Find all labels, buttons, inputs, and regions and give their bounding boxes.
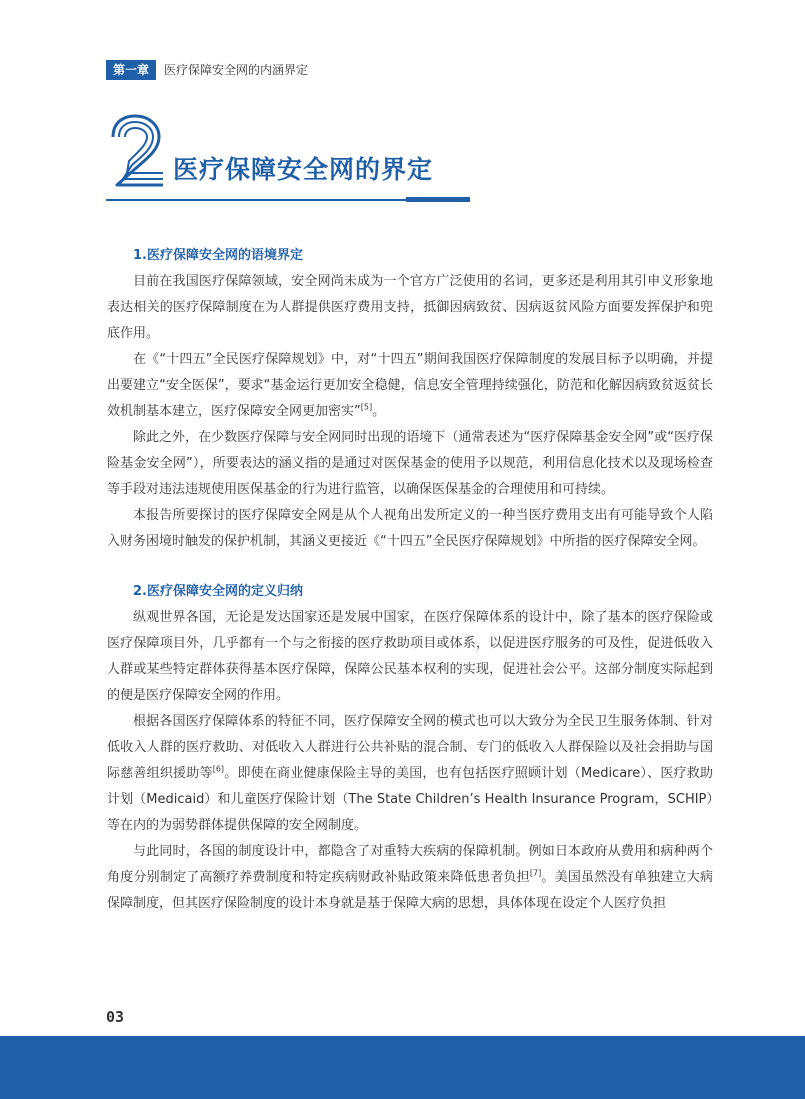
body-content <box>107 243 713 917</box>
chapter-tag <box>106 60 308 80</box>
paragraph-text: 。即使在商业健康保险主导的美国，也有包括医疗照顾计划（Medicare）、医疗救助计划（Medicaid）和儿童医疗保险计划（The State Children’s Health Insurance Program，SCHIP）等在内的为弱势群体提供保障的安全网制度。 <box>107 766 713 833</box>
paragraph: 本报告所要探讨的医疗保障安全网是从个人视角出发所定义的一种当医疗费用支出有可能导致个人陷入财务困境时触发的保护机制，其涵义更接近《“十四五”全民医疗保障规划》中所指的医疗保障安全网。 <box>107 508 713 549</box>
paragraph: 纵观世界各国，无论是发达国家还是发展中国家，在医疗保障体系的设计中，除了基本的医疗保险或医疗保障项目外，几乎都有一个与之衔接的医疗救助项目或体系，以促进医疗服务的可及性，促进低收入人群或某些特定群体获得基本医疗保障，保障公民基本权利的实现，促进社会公平。这部分制度实际起到的便是医疗保障安全网的作用。 <box>107 610 713 703</box>
citation: [7] <box>529 868 542 878</box>
subsection-heading-1: 1.医疗保障安全网的语境界定 <box>133 248 303 263</box>
citation: [5] <box>360 402 373 412</box>
section-number-graphic <box>105 113 167 189</box>
paragraph <box>107 839 713 917</box>
paragraph-text: 根据各国医疗保障体系的特征不同，医疗保障安全网的模式也可以大致分为全民卫生服务体制、针对低收入人群的医疗救助、对低收入人群进行公共补贴的混合制、专门的低收入人群保险以及社会捐助与国际慈善组织援助等 <box>107 714 713 781</box>
subsection-heading-2: 2.医疗保障安全网的定义归纳 <box>133 584 303 599</box>
paragraph: 除此之外，在少数医疗保障与安全网同时出现的语境下（通常表述为“医疗保障基金安全网”或“医疗保险基金安全网”），所要表达的涵义指的是通过对医保基金的使用予以规范，利用信息化技术以及现场检查等手段对违法违规使用医保基金的行为进行监管，以确保医保基金的合理使用和可持续。 <box>107 430 713 497</box>
section-title: 医疗保障安全网的界定 <box>173 155 434 184</box>
title-underline <box>106 199 406 201</box>
chapter-label: 第一章 <box>106 60 156 80</box>
paragraph-end: 。 <box>372 404 386 419</box>
paragraph: 目前在我国医疗保障领域，安全网尚未成为一个官方广泛使用的名词，更多还是利用其引申义形象地表达相关的医疗保障制度在为人群提供医疗费用支持，抵御因病致贫、因病返贫风险方面要发挥保护和兜底作用。 <box>107 274 713 341</box>
paragraph-text: 在《“十四五”全民医疗保障规划》中，对“十四五”期间我国医疗保障制度的发展目标予以明确，并提出要建立“安全医保”，要求“基金运行更加安全稳健，信息安全管理持续强化，防范和化解因病致贫返贫长效机制基本建立，医疗保障安全网更加密实” <box>107 352 713 419</box>
title-underline-accent <box>406 197 470 202</box>
citation: [6] <box>212 764 225 774</box>
footer-bar <box>0 1036 805 1099</box>
chapter-title: 医疗保障安全网的内涵界定 <box>164 63 309 77</box>
paragraph-text: 。美国虽然没有单独建立大病保障制度，但其医疗保险制度的设计本身就是基于保障大病的思想，具体体现在设定个人医疗负担 <box>107 870 713 911</box>
paragraph-text: 与此同时，各国的制度设计中，都隐含了对重特大疾病的保障机制。例如日本政府从费用和病种两个角度分别制定了高额疗养费制度和特定疾病财政补贴政策来降低患者负担 <box>107 844 713 885</box>
paragraph <box>107 709 713 839</box>
page-number: 03 <box>106 1008 125 1026</box>
paragraph <box>107 347 713 425</box>
